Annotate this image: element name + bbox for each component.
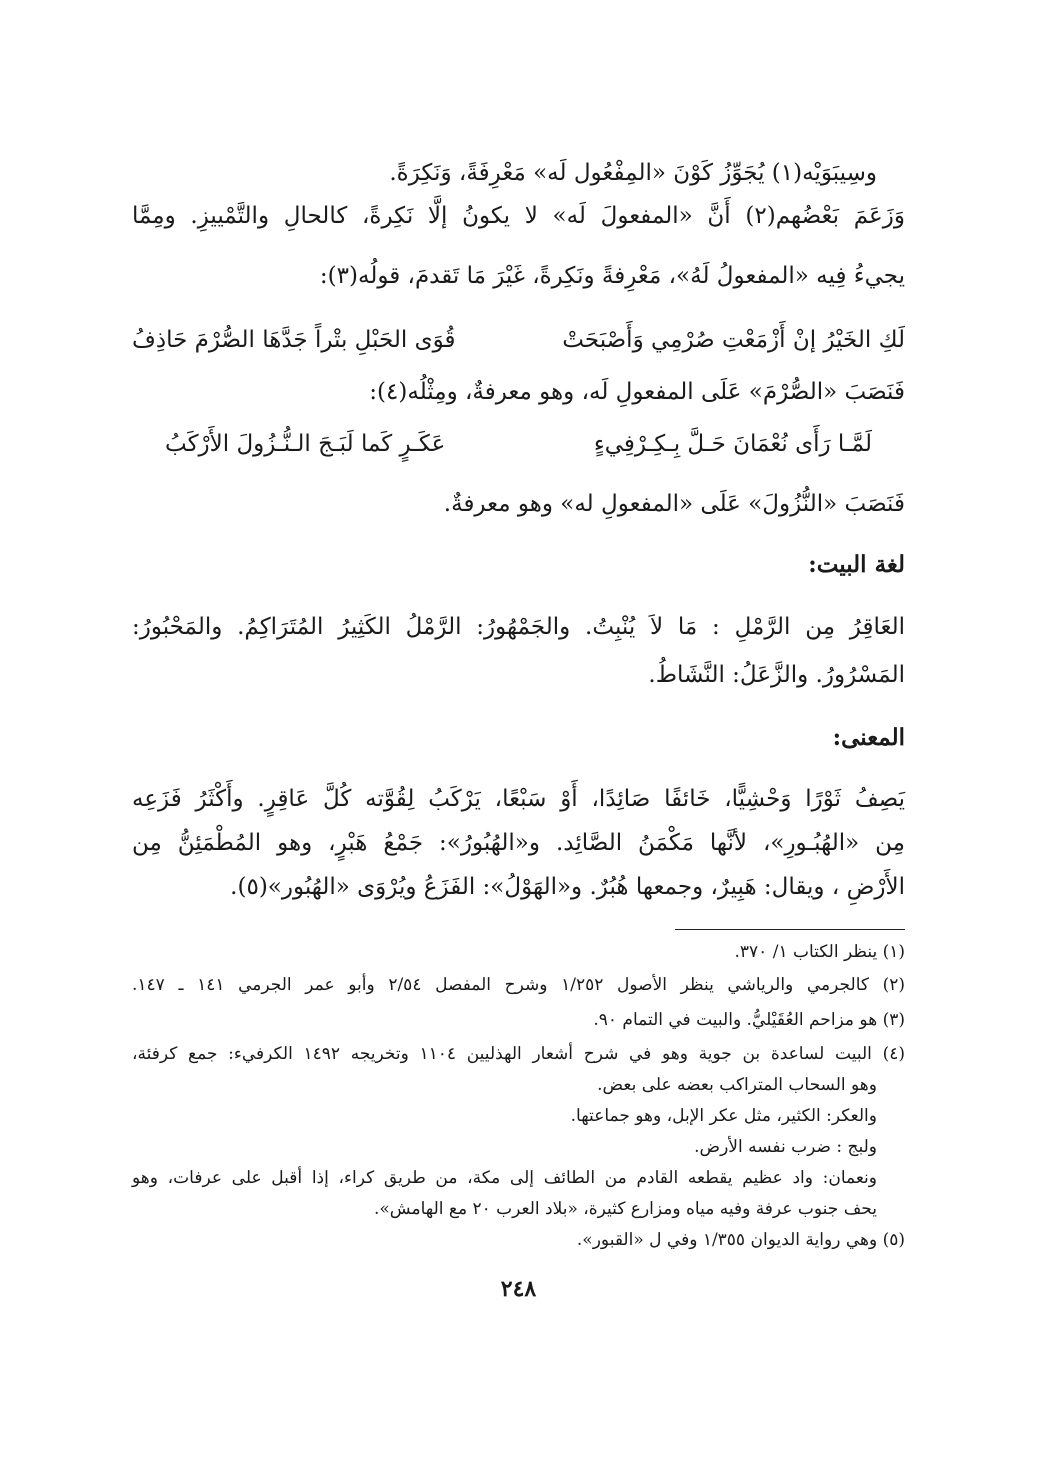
body-line-6: العَاقِرُ مِن الرَّمْلِ : مَا لاَ يُنْبِتُ. والجَمْهُورُ: الرَّمْلُ الكَثِيرُ المُتَرَاكِمُ. والمَحْبُورُ: (132, 614, 905, 640)
footnote-2: (٢) كالجرمي والرياشي ينظر الأصول ١/٢٥٢ وشرح المفصل ٢/٥٤ وأبو عمر الجرمي ١٤١ ـ ١٤٧. (132, 975, 906, 995)
body-line-4: فَنَصَبَ «الصُّرْمَ» عَلَى المفعولِ لَه، وهو معرفةٌ، ومِثْلُه(٤): (369, 379, 905, 405)
body-line-8: يَصِفُ ثَوْرًا وَحْشِيًّا، خَائفًا صَائِدًا، أَوْ سَبْعًا، يَرْكَبُ لِقُوَّته كُلَّ عَاقِرٍ. وأَكْثَرُ فَزَعِه (132, 786, 905, 812)
footnote-4-line-6: يحف جنوب عرفة وفيه مياه ومزارع كثيرة، «بلاد العرب ٢٠ مع الهامش». (374, 1199, 877, 1219)
body-line-2: وَزَعَمَ بَعْضُهم(٢) أَنَّ «المفعولَ لَه» لا يكونُ إلَّا نَكِرةً، كالحالِ والتَّمْييزِ. ومِمَّا (132, 203, 905, 229)
verse-1-first-hemistich: لَكِ الخَيْرُ إنْ أَزْمَعْتِ صُرْمِي وَأَصْبَحَتْ (562, 327, 905, 353)
verse-2-second-hemistich: عَكَـرٍ كَما لَبَـجَ الـنُّـزُولَ الأَرْكَبُ (165, 431, 446, 457)
footnote-separator (675, 929, 905, 930)
body-line-9: مِن «الهُبُـورِ»، لأنَّها مَكْمَنُ الصَّائِد. و«الهُبُورُ»: جَمْعُ هَبْرٍ، وهو المُطْمَئِنُّ مِن (132, 830, 905, 856)
body-line-1: وسِيبَوَيْه(١) يُجَوِّزُ كَوْنَ «المِفْعُول لَه» مَعْرِفَةً، وَنَكِرَةً. (389, 160, 877, 186)
verse-1-second-hemistich: قُوَى الحَبْلِ بتْراً جَدَّهَا الصُّرْمَ حَاذِفُ (132, 327, 456, 353)
footnote-4-line-3: والعكر: الكثير، مثل عكر الإبل، وهو جماعتها. (570, 1106, 877, 1126)
page-number: ٢٤٨ (500, 1276, 537, 1302)
body-line-3: يجيءُ فِيه «المفعولُ لَهُ»، مَعْرِفةً ونَكِرةً، غَيْرَ مَا تَقدمَ، قولُه(٣): (319, 263, 905, 289)
footnote-4-line-5: ونعمان: واد عظيم يقطعه القادم من الطائف إلى مكة، من طريق كراء، إذا أقبل على عرفات، وهو (132, 1168, 877, 1188)
footnote-3: (٣) هو مزاحم العُقَيْليُّ. والبيت في التمام ٩٠. (593, 1010, 905, 1030)
footnote-5: (٥) وهي رواية الديوان ١/٣٥٥ وفي ل «القبور». (576, 1230, 905, 1250)
footnote-4-line-4: ولبج : ضرب نفسه الأرض. (694, 1137, 877, 1157)
footnote-1: (١) ينظر الكتاب ١/ ٣٧٠. (734, 942, 905, 962)
body-line-10: الأَرْضِ ، ويقال: هَبِيرٌ، وجمعها هُبُرٌ. و«الهَوْلُ»: الفَزَعُ ويُرْوَى «الهُبُور»(٥). (230, 874, 905, 900)
body-line-7: المَسْرُورُ. والزَّعَلُ: النَّشَاطُ. (648, 662, 905, 688)
footnote-4-line-2: وهو السحاب المتراكب بعضه على بعض. (597, 1075, 877, 1095)
section-heading-maana: المعنى: (832, 724, 905, 751)
section-heading-lugha: لغة البيت: (808, 551, 905, 578)
verse-2-first-hemistich: لَمَّـا رَأَى نُعْمَانَ حَـلَّ بِـكِـرْفِيءٍ (593, 431, 872, 457)
footnote-4-line-1: (٤) البيت لساعدة بن جوية وهو في شرح أشعار الهذليين ١١٠٤ وتخريجه ١٤٩٢ الكرفيء: جمع كرفئة، (132, 1044, 905, 1064)
body-line-5: فَنَصَبَ «النُّزُولَ» عَلَى «المفعولِ له» وهو معرفةٌ. (443, 491, 905, 517)
